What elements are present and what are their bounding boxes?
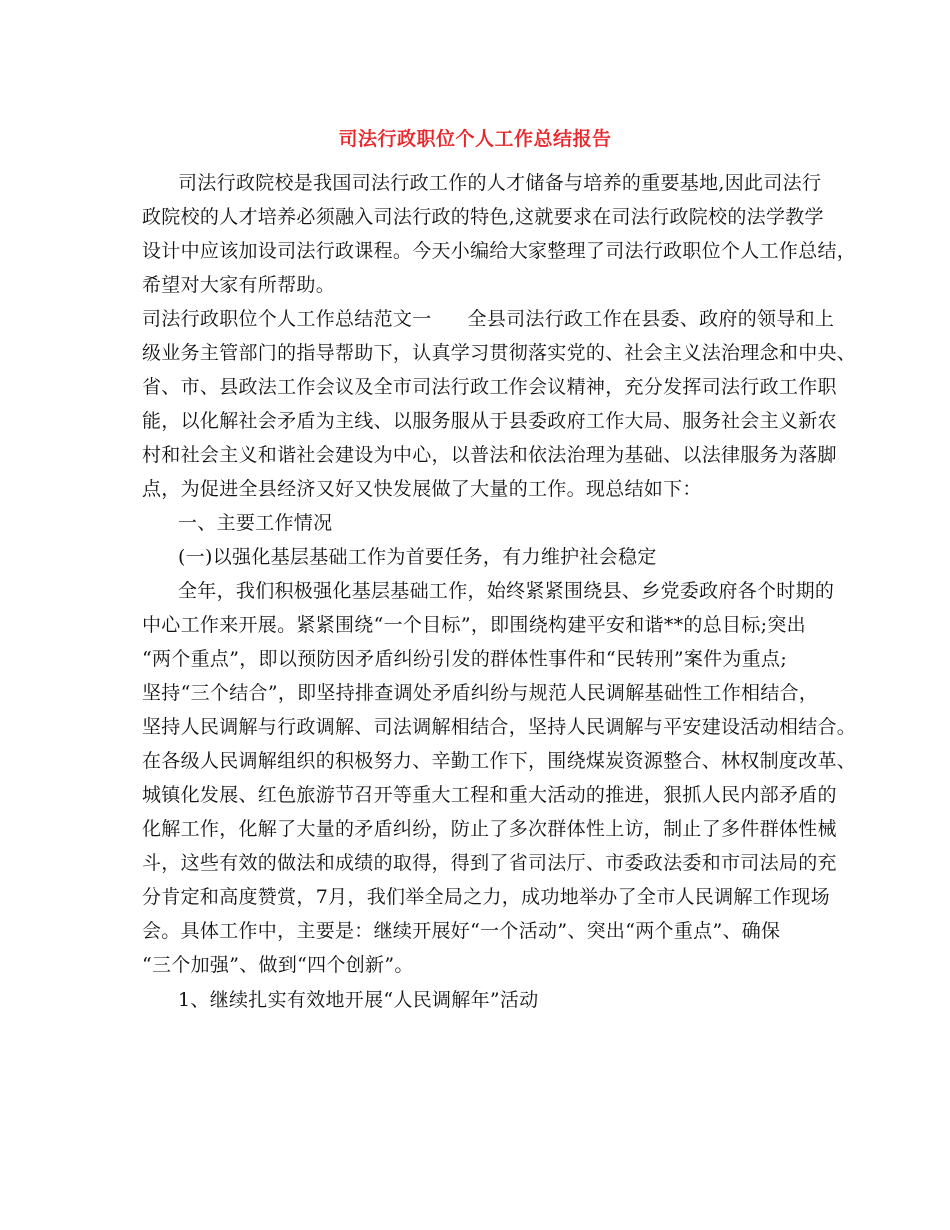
paragraph-line: 斗，这些有效的做法和成绩的取得，得到了省司法厅、市委政法委和市司法局的充 xyxy=(142,852,837,874)
paragraph-line: “三个加强”、做到“四个创新”。 xyxy=(142,954,414,976)
document-title: 司法行政职位个人工作总结报告 xyxy=(338,128,612,150)
paragraph-line: “两个重点”，即以预防因矛盾纠纷引发的群体性事件和“民转刑”案件为重点; xyxy=(142,648,788,670)
paragraph-line: 分肯定和高度赞赏，7月，我们举全局之力，成功地举办了全市人民调解工作现场 xyxy=(142,886,830,908)
section-heading: 司法行政职位个人工作总结范文一 xyxy=(142,308,432,330)
paragraph-line: 坚持人民调解与行政调解、司法调解相结合，坚持人民调解与平安建设活动相结合。 xyxy=(142,716,857,738)
paragraph-line: 级业务主管部门的指导帮助下，认真学习贯彻落实党的、社会主义法治理念和中央、 xyxy=(142,342,857,364)
paragraph-line: 点，为促进全县经济又好又快发展做了大量的工作。现总结如下： xyxy=(142,478,702,500)
subsection-heading: (一)以强化基层基础工作为首要任务，有力维护社会稳定 xyxy=(178,546,657,568)
paragraph-line: 希望对大家有所帮助。 xyxy=(142,274,336,296)
paragraph-line: 省、市、县政法工作会议及全市司法行政工作会议精神，充分发挥司法行政工作职 xyxy=(142,376,837,398)
paragraph-text: 全县司法行政工作在县委、政府的领导和上 xyxy=(467,308,835,330)
paragraph-line: 设计中应该加设司法行政课程。今天小编给大家整理了司法行政职位个人工作总结， xyxy=(142,240,857,262)
paragraph-line: 城镇化发展、红色旅游节召开等重大工程和重大活动的推进，狠抓人民内部矛盾的 xyxy=(142,784,837,806)
paragraph-line: 在各级人民调解组织的积极努力、辛勤工作下，围绕煤炭资源整合、林权制度改革、 xyxy=(142,750,857,772)
section-heading: 一、主要工作情况 xyxy=(178,512,333,534)
paragraph-line: 中心工作来开展。紧紧围绕“一个目标”，即围绕构建平安和谐**的总目标;突出 xyxy=(142,614,806,636)
paragraph-line xyxy=(142,307,834,331)
paragraph-line: 政院校的人才培养必须融入司法行政的特色,这就要求在司法行政院校的法学教学 xyxy=(142,206,824,228)
paragraph-line: 村和社会主义和谐社会建设为中心，以普法和依法治理为基础、以法律服务为落脚 xyxy=(142,444,837,466)
paragraph-line: 坚持“三个结合”，即坚持排查调处矛盾纠纷与规范人民调解基础性工作相结合， xyxy=(142,682,819,704)
subsection-heading: 1、继续扎实有效地开展“人民调解年”活动 xyxy=(178,989,539,1011)
paragraph-line: 化解工作，化解了大量的矛盾纠纷，防止了多次群体性上访，制止了多件群体性械 xyxy=(142,818,837,840)
paragraph-line: 司法行政院校是我国司法行政工作的人才储备与培养的重要基地,因此司法行 xyxy=(178,172,822,194)
paragraph-line: 能，以化解社会矛盾为主线、以服务服从于县委政府工作大局、服务社会主义新农 xyxy=(142,410,837,432)
paragraph-line: 全年，我们积极强化基层基础工作，始终紧紧围绕县、乡党委政府各个时期的 xyxy=(178,580,835,602)
paragraph-line: 会。具体工作中，主要是：继续开展好“一个活动”、突出“两个重点”、确保 xyxy=(142,920,781,942)
